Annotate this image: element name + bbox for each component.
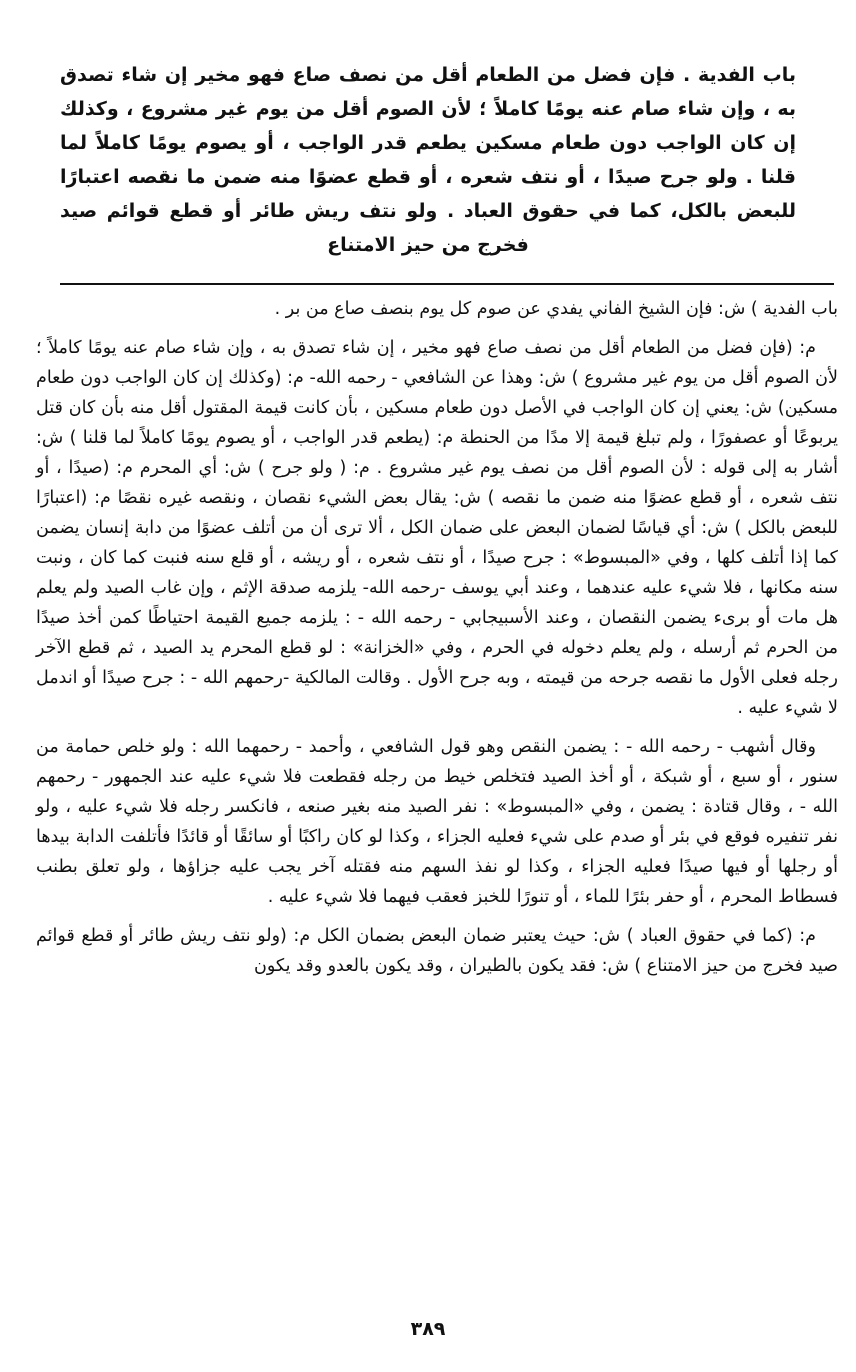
main-text-block: باب الفدية . فإن فضل من الطعام أقل من نصف صاع فهو مخير إن شاء تصدق به ، وإن شاء صام عنه يومًا كاملاً ؛ لأن الصوم أقل من يوم غير مشروع ، وكذلك إن كان الواجب دون طعام مسكين يطعم قدر الواجب ، أو يصوم يومًا كاملاً لما قلنا . ولو جرح صيدًا ، أو نتف شعره ، أو قطع عضوًا منه ضمن ما نقصه اعتبارًا للبعض بالكل، كما في حقوق العباد . ولو نتف ريش طائر أو قطع قوائم صيد فخرج من حيز الامتناع (60, 64, 796, 256)
commentary-paragraph-3: وقال أشهب - رحمه الله - : يضمن النقص وهو قول الشافعي ، وأحمد - رحمهما الله : ولو خلص حمامة من سنور ، أو سبع ، أو شبكة ، أو أخذ الصيد فتخلص خيط من رجله فقطعت فلا شيء عليه عند الجمهور - رحمهم الله - ، وقال قتادة : يضمن ، وفي «المبسوط» : نفر الصيد منه بغير صنعه ، فانكسر رجله فلا شيء عليه ، ولو نفر تنفيره فوقع في بئر أو صدم على شيء فعليه الجزاء ، وكذا لو كان راكبًا أو سائقًا أو قائدًا فأتلفت الدابة بيدها أو رجلها أو فيها صيدًا فعليه الجزاء ، وكذا لو نفذ السهم منه فقتله آخر يجب عليه جزاؤها ، ولو تعلق بطنب فسطاط المحرم ، أو حفر بئرًا للماء ، أو تنورًا للخبز فعقب فيهما فلا شيء عليه . (36, 737, 838, 907)
page-number: ٣٨٩ (410, 1318, 446, 1340)
commentary-paragraph-1: باب الفدية ) ش: فإن الشيخ الفاني يفدي عن صوم كل يوم بنصف صاع من بر . (274, 299, 838, 319)
section-divider (60, 283, 834, 285)
commentary-paragraph-4: م: (كما في حقوق العباد ) ش: حيث يعتبر ضمان البعض بضمان الكل م: (ولو نتف ريش طائر أو قطع قوائم صيد فخرج من حيز الامتناع ) ش: فقد يكون بالطيران ، وقد يكون بالعدو وقد يكون (36, 926, 838, 976)
commentary-paragraph-2: م: (فإن فضل من الطعام أقل من نصف صاع فهو مخير ، إن شاء تصدق به ، وإن شاء صام عنه يومًا كاملاً ؛ لأن الصوم أقل من يوم غير مشروع ) ش: وهذا عن الشافعي - رحمه الله- م: (وكذلك إن كان الواجب دون طعام مسكين) ش: يعني إن كان الواجب في الأصل دون طعام مسكين ، بأن كانت قيمة المقتول أقل منه بأن كان قتل يربوعًا أو عصفورًا ، ولم تبلغ قيمة إلا مدًا من الحنطة م: (يطعم قدر الواجب ، أو يصوم يومًا كاملاً لما قلنا ) ش: أشار به إلى قوله : لأن الصوم أقل من نصف يوم غير مشروع . م: ( ولو جرح ) ش: أي المحرم م: (صيدًا ، أو نتف شعره ، أو قطع عضوًا منه ضمن ما نقصه ) ش: يقال بعض الشيء نقصان ، ونقصه غيره نقصًا م: (اعتبارًا للبعض بالكل ) ش: أي قياسًا لضمان البعض على ضمان الكل ، ألا ترى أن من أتلف عضوًا من دابة إنسان يضمن كما إذا أتلف كلها ، وفي «المبسوط» : جرح صيدًا ، أو نتف شعره ، أو ريشه ، أو قلع سنه فنبت كما كان ، ونبت سنه مكانها ، فلا شيء عليه عندهما ، وعند أبي يوسف -رحمه الله- يلزمه صدقة الإثم ، وإن غاب الصيد ولم يعلم هل مات أو برىء يضمن النقصان ، وعند الأسبيجابي - رحمه الله - : يلزمه جميع القيمة احتياطًا كمن أخذ صيدًا من الحرم ثم أرسله ، ولم يعلم دخوله في الحرم ، وفي «الخزانة» : لو قطع المحرم يد الصيد ، ثم قطع الآخر رجله فعلى الأول ما نقصه جرحه من قيمته ، وبه جرح الأول . وقالت المالكية -رحمهم الله - : جرح صيدًا أو اندمل لا شيء عليه . (36, 338, 838, 718)
commentary-block (36, 294, 838, 990)
